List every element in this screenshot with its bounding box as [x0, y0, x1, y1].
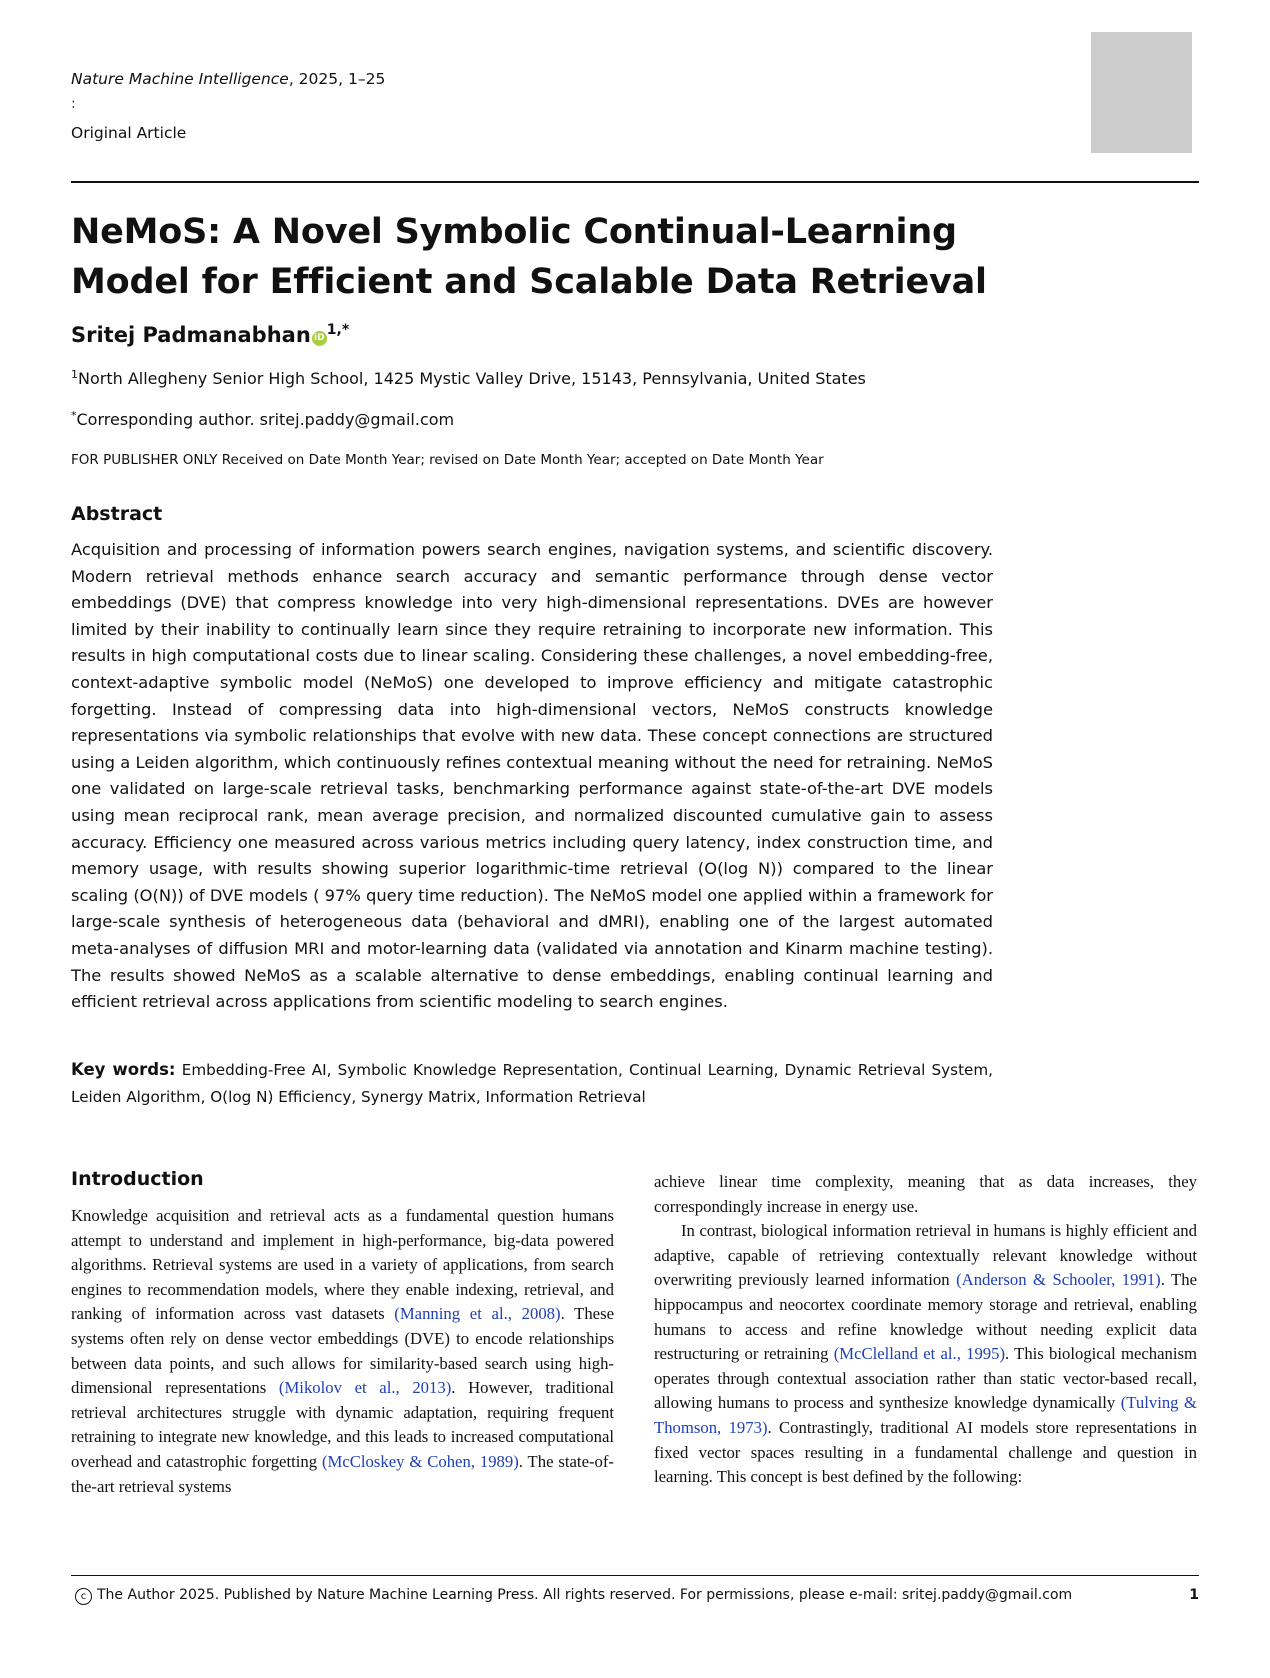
- intro-paragraph: [654, 1219, 1197, 1490]
- intro-text: . These systems often rely on dense vector embeddings (DVE) to encode relationships between data points, and such allows for similarity-based search using high-dimensional representations: [71, 1304, 614, 1398]
- citation-link[interactable]: (Mikolov et al., 2013): [278, 1378, 452, 1398]
- affiliation-text: North Allegheny Senior High School, 1425 Mystic Valley Drive, 15143, Pennsylvania, United States: [78, 369, 866, 388]
- affiliation: [71, 364, 866, 390]
- keywords: [71, 1057, 993, 1110]
- citation-link[interactable]: (Manning et al., 2008): [394, 1304, 561, 1324]
- article-type: Original Article: [71, 124, 187, 142]
- correspondence: [71, 405, 454, 431]
- intro-text: . The hippocampus and neocortex coordinate memory storage and retrieval, enabling humans to access and refine knowledge without needing explicit data restructuring or retraining: [654, 1270, 1197, 1364]
- citation-link[interactable]: (Anderson & Schooler, 1991): [956, 1270, 1161, 1290]
- intro-text: In contrast, biological information retrieval in humans is highly efficient and adaptive, capable of retrieving contextually relevant knowledge without overwriting previously learned information: [654, 1221, 1197, 1290]
- intro-text: . However, traditional retrieval architectures struggle with dynamic adaptation, requiring frequent retraining to integrate new knowledge, and this leads to increased computational overhead and catastrophic forgetting: [71, 1378, 615, 1471]
- intro-column-right: [654, 1170, 1197, 1490]
- journal-header: [71, 68, 671, 144]
- intro-text: . The state-of-the-art retrieval systems: [71, 1451, 614, 1496]
- citation-link[interactable]: (Tulving & Thomson, 1973): [654, 1393, 1197, 1437]
- header-rule: [71, 181, 1199, 183]
- keywords-text: Embedding-Free AI, Symbolic Knowledge Representation, Continual Learning, Dynamic Retrieval System, Leiden Algorithm, O(log N) Efficiency, Synergy Matrix, Information Retrieval: [71, 1061, 994, 1106]
- journal-line: [71, 68, 671, 90]
- publication-dates: FOR PUBLISHER ONLY Received on Date Month Year; revised on Date Month Year; accepted on Date Month Year: [71, 452, 824, 468]
- intro-text: Knowledge acquisition and retrieval acts as a fundamental question humans attempt to understand and implement in high-performance, big-data powered algorithms. Retrieval systems are used in a variety of applications, from search engines to recommendation models, where they enable indexing, retrieval, and ranking of information across vast datasets: [71, 1206, 614, 1324]
- intro-paragraph-continued: achieve linear time complexity, meaning that as data increases, they correspondingly increase in energy use.: [654, 1172, 1197, 1216]
- intro-column-left: [71, 1204, 614, 1499]
- citation-link[interactable]: (McCloskey & Cohen, 1989): [321, 1451, 519, 1471]
- author-name: Sritej Padmanabhan: [71, 323, 311, 347]
- abstract-heading: Abstract: [71, 503, 163, 525]
- intro-text: . Contrastingly, traditional AI models store representations in fixed vector spaces resulting in a fundamental challenge and question in learning. This concept is best defined by the following:: [654, 1417, 1197, 1487]
- footer-rule: [71, 1575, 1199, 1576]
- volume-info: , 2025, 1–25: [288, 70, 386, 88]
- citation-link[interactable]: (McClelland et al., 1995): [833, 1344, 1006, 1364]
- correspondence-mark: *: [71, 409, 77, 422]
- orcid-icon[interactable]: iD: [312, 331, 327, 346]
- keywords-label: Key words:: [71, 1060, 176, 1079]
- header-colon: :: [71, 96, 76, 112]
- correspondence-text: Corresponding author. sritej.paddy@gmail.com: [76, 410, 455, 429]
- footer-text: The Author 2025. Published by Nature Machine Learning Press. All rights reserved. For permissions, please e-mail: sritej.paddy@gmail.com: [97, 1587, 1073, 1603]
- intro-text: . This biological mechanism operates through contextual association rather than static vector-based recall, allowing humans to process and synthesize knowledge dynamically: [654, 1344, 1197, 1413]
- intro-paragraph: [71, 1204, 614, 1499]
- introduction-heading: Introduction: [71, 1168, 204, 1190]
- affiliation-mark: 1: [71, 368, 78, 381]
- journal-name: Nature Machine Intelligence: [71, 70, 289, 88]
- abstract-text: Acquisition and processing of information powers search engines, navigation systems, and scientific discovery. Modern retrieval methods enhance search accuracy and semantic performance through dense vector embeddings (DVE) that compress knowledge into very high-dimensional representations. DVEs are however limited by their inability to continually learn since they require retraining to incorporate new information. This results in high computational costs due to linear scaling. Considering these challenges, a novel embedding-free, context-adaptive symbolic model (NeMoS) one developed to improve efficiency and mitigate catastrophic forgetting. Instead of compressing data into high-dimensional vectors, NeMoS constructs knowledge representations via symbolic relationships that evolve with new data. These concept connections are structured using a Leiden algorithm, which continuously refines contextual meaning without the need for retraining. NeMoS one validated on large-scale retrieval tasks, benchmarking performance against state-of-the-art DVE models using mean reciprocal rank, mean average precision, and normalized discounted cumulative gain to assess accuracy. Efficiency one measured across various metrics including query latency, index construction time, and memory usage, with results showing superior logarithmic-time retrieval (O(log N)) compared to the linear scaling (O(N)) of DVE models ( 97% query time reduction). The NeMoS model one applied within a framework for large-scale synthesis of heterogeneous data (behavioral and dMRI), enabling one of the largest automated meta-analyses of diffusion MRI and motor-learning data (validated via annotation and Kinarm machine testing). The results showed NeMoS as a scalable alternative to dense embeddings, enabling continual learning and efficient retrieval across applications from scientific modeling to search engines.: [71, 540, 993, 1012]
- cover-thumbnail-placeholder: [1091, 32, 1192, 153]
- paper-title: NeMoS: A Novel Symbolic Continual-Learning Model for Efficient and Scalable Data Retrieval: [71, 212, 987, 302]
- footer-copyright: [75, 1585, 1072, 1605]
- copyright-icon: c: [75, 1588, 92, 1605]
- page-number: 1: [1189, 1587, 1199, 1603]
- author-marks: 1,*: [326, 322, 350, 338]
- author-line: [71, 316, 349, 349]
